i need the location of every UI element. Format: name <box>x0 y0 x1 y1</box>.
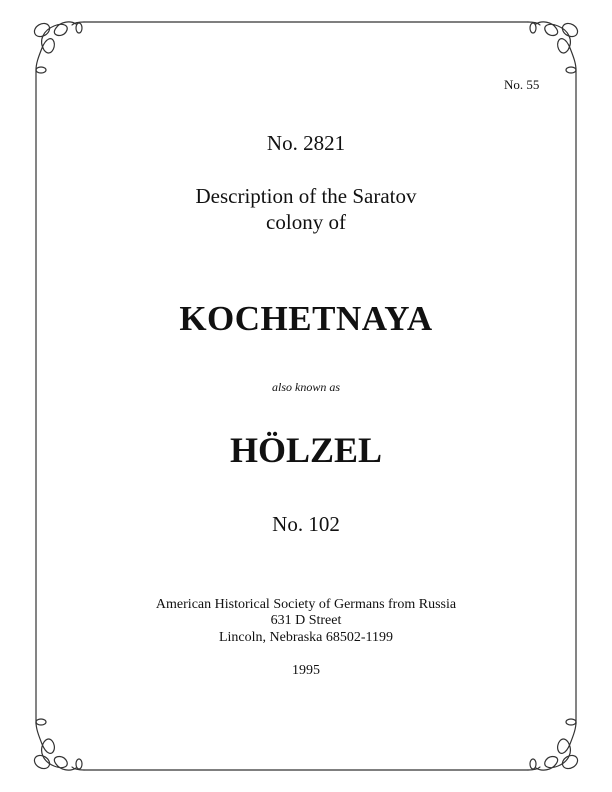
colony-number: No. 102 <box>272 512 340 536</box>
corner-flourish-bottom-left-icon <box>32 719 84 771</box>
publisher-city: Lincoln, Nebraska 68502-1199 <box>218 630 394 645</box>
publisher-street: 631 D Street <box>270 613 342 628</box>
description-line-2: colony of <box>266 210 346 234</box>
alias-label: also known as <box>271 380 340 394</box>
corner-flourish-bottom-right-icon <box>528 719 580 771</box>
corner-flourish-top-left-icon <box>32 21 84 73</box>
description-line-1: Description of the Saratov <box>195 184 417 208</box>
colony-name-title: KOCHETNAYA <box>179 299 433 338</box>
alias-name-title: HÖLZEL <box>229 430 383 470</box>
document-number: No. 2821 <box>266 131 346 155</box>
corner-flourish-top-right-icon <box>528 21 580 73</box>
publisher-name: American Historical Society of Germans from Russia <box>155 597 457 612</box>
publication-year: 1995 <box>292 663 320 678</box>
corner-page-number: No. 55 <box>504 77 540 92</box>
